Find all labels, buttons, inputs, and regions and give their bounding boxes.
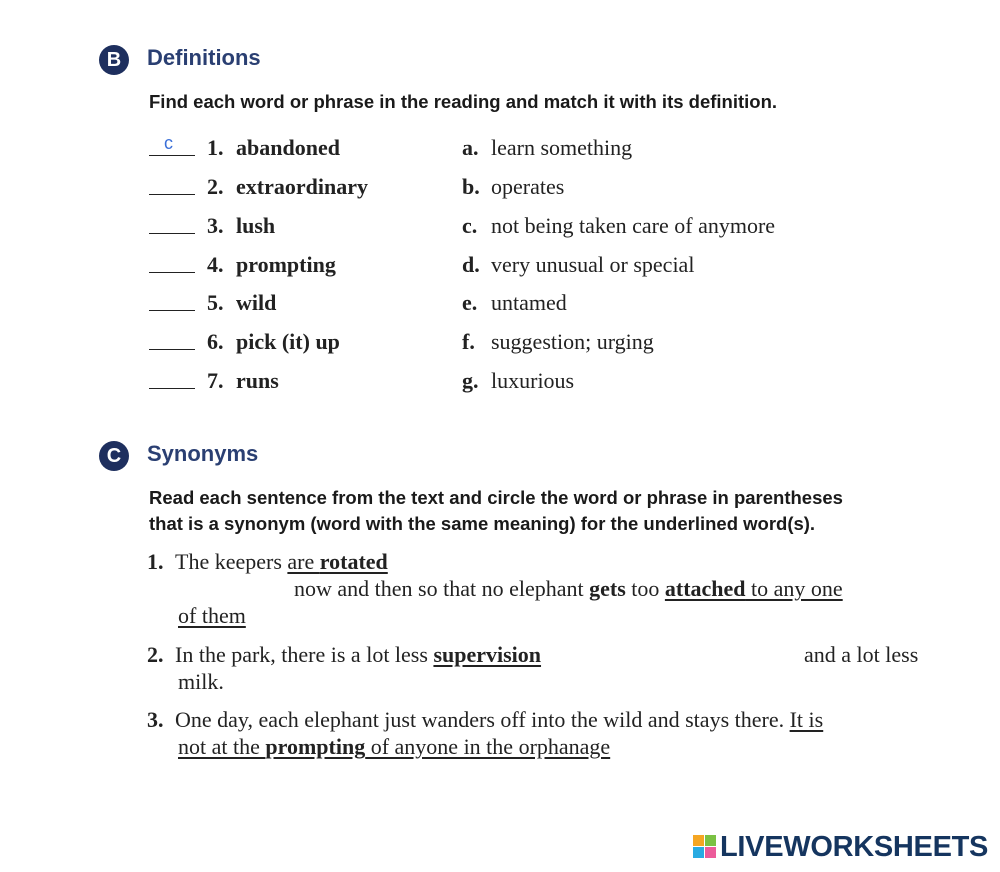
sentence-text: In the park, there is a lot less <box>175 642 434 667</box>
matching-row-5 <box>0 290 1000 320</box>
section-c-badge: C <box>99 441 129 471</box>
underlined-text: not at the <box>178 734 266 759</box>
section-b-title: Definitions <box>147 45 261 70</box>
target-word: rotated <box>319 549 388 574</box>
definition-letter: c. <box>462 213 478 238</box>
sentence-text: and a lot less <box>804 642 919 667</box>
item-number: 2. <box>207 174 224 199</box>
definition-text: untamed <box>491 290 567 315</box>
matching-row-3 <box>0 213 1000 243</box>
definition-text: very unusual or special <box>491 252 695 277</box>
underlined-text: of them <box>178 603 246 628</box>
definition-letter: e. <box>462 290 478 315</box>
target-word: supervision <box>433 642 542 667</box>
section-b-instruction: Find each word or phrase in the reading and match it with its definition. <box>149 91 778 112</box>
definition-text: luxurious <box>491 368 575 393</box>
logo-square <box>705 847 716 858</box>
liveworksheets-logo-icon <box>693 835 717 859</box>
item-number: 3. <box>207 213 224 238</box>
target-word: attached <box>664 576 746 601</box>
underlined-text: to any one <box>745 576 843 601</box>
matching-row-2 <box>0 174 1000 204</box>
item-number: 6. <box>207 329 224 354</box>
answer-blank-2[interactable] <box>149 194 195 195</box>
answer-blank-4[interactable] <box>149 272 195 273</box>
answer-blank-5[interactable] <box>149 310 195 311</box>
answer-blank-6[interactable] <box>149 349 195 350</box>
liveworksheets-branding <box>693 830 988 864</box>
answer-blank-1[interactable] <box>149 155 195 156</box>
matching-row-7 <box>0 368 1000 398</box>
item-word: wild <box>236 290 277 315</box>
matching-row-1 <box>0 135 1000 165</box>
definition-text: operates <box>491 174 565 199</box>
item-number: 4. <box>207 252 224 277</box>
sentence-number: 1. <box>147 549 164 574</box>
item-word: abandoned <box>236 135 340 160</box>
section-b-badge: B <box>99 45 129 75</box>
definition-text: not being taken care of anymore <box>491 213 776 238</box>
definition-letter: a. <box>462 135 479 160</box>
matching-row-4 <box>0 252 1000 282</box>
underlined-text: of anyone in the orphanage <box>365 734 611 759</box>
item-word: lush <box>236 213 276 238</box>
definition-letter: d. <box>462 252 480 277</box>
logo-square <box>693 847 704 858</box>
sentence-number: 2. <box>147 642 164 667</box>
section-c-instruction-line-1: Read each sentence from the text and circle the word or phrase in parentheses <box>149 487 843 508</box>
sentence-text: The keepers <box>175 549 288 574</box>
logo-square <box>705 835 716 846</box>
item-word: extraordinary <box>236 174 368 199</box>
sentence-text: too <box>625 576 665 601</box>
sentence-text: now and then so that no elephant <box>294 576 590 601</box>
answer-blank-3[interactable] <box>149 233 195 234</box>
item-number: 7. <box>207 368 224 393</box>
item-word: pick (it) up <box>236 329 340 354</box>
answer-blank-7[interactable] <box>149 388 195 389</box>
section-c-instruction-line-2: that is a synonym (word with the same meaning) for the underlined word(s). <box>149 513 816 534</box>
underlined-text: are <box>287 549 320 574</box>
target-word: prompting <box>265 734 366 759</box>
definition-text: learn something <box>491 135 633 160</box>
underlined-text: It is <box>789 707 824 732</box>
bold-word: gets <box>589 576 626 601</box>
item-number: 1. <box>207 135 224 160</box>
definition-text: suggestion; urging <box>491 329 654 354</box>
matching-row-6 <box>0 329 1000 359</box>
definition-letter: b. <box>462 174 480 199</box>
brand-text: LIVEWORKSHEETS <box>720 830 989 863</box>
definition-letter: f. <box>462 329 475 354</box>
definition-letter: g. <box>462 368 479 393</box>
sentence-text: milk. <box>178 669 224 694</box>
logo-square <box>693 835 704 846</box>
item-word: runs <box>236 368 279 393</box>
item-number: 5. <box>207 290 224 315</box>
answer-value-1: c <box>164 133 173 153</box>
item-word: prompting <box>236 252 336 277</box>
sentence-number: 3. <box>147 707 164 732</box>
sentence-text: One day, each elephant just wanders off into the wild and stays there. <box>175 707 790 732</box>
section-c-title: Synonyms <box>147 441 259 466</box>
